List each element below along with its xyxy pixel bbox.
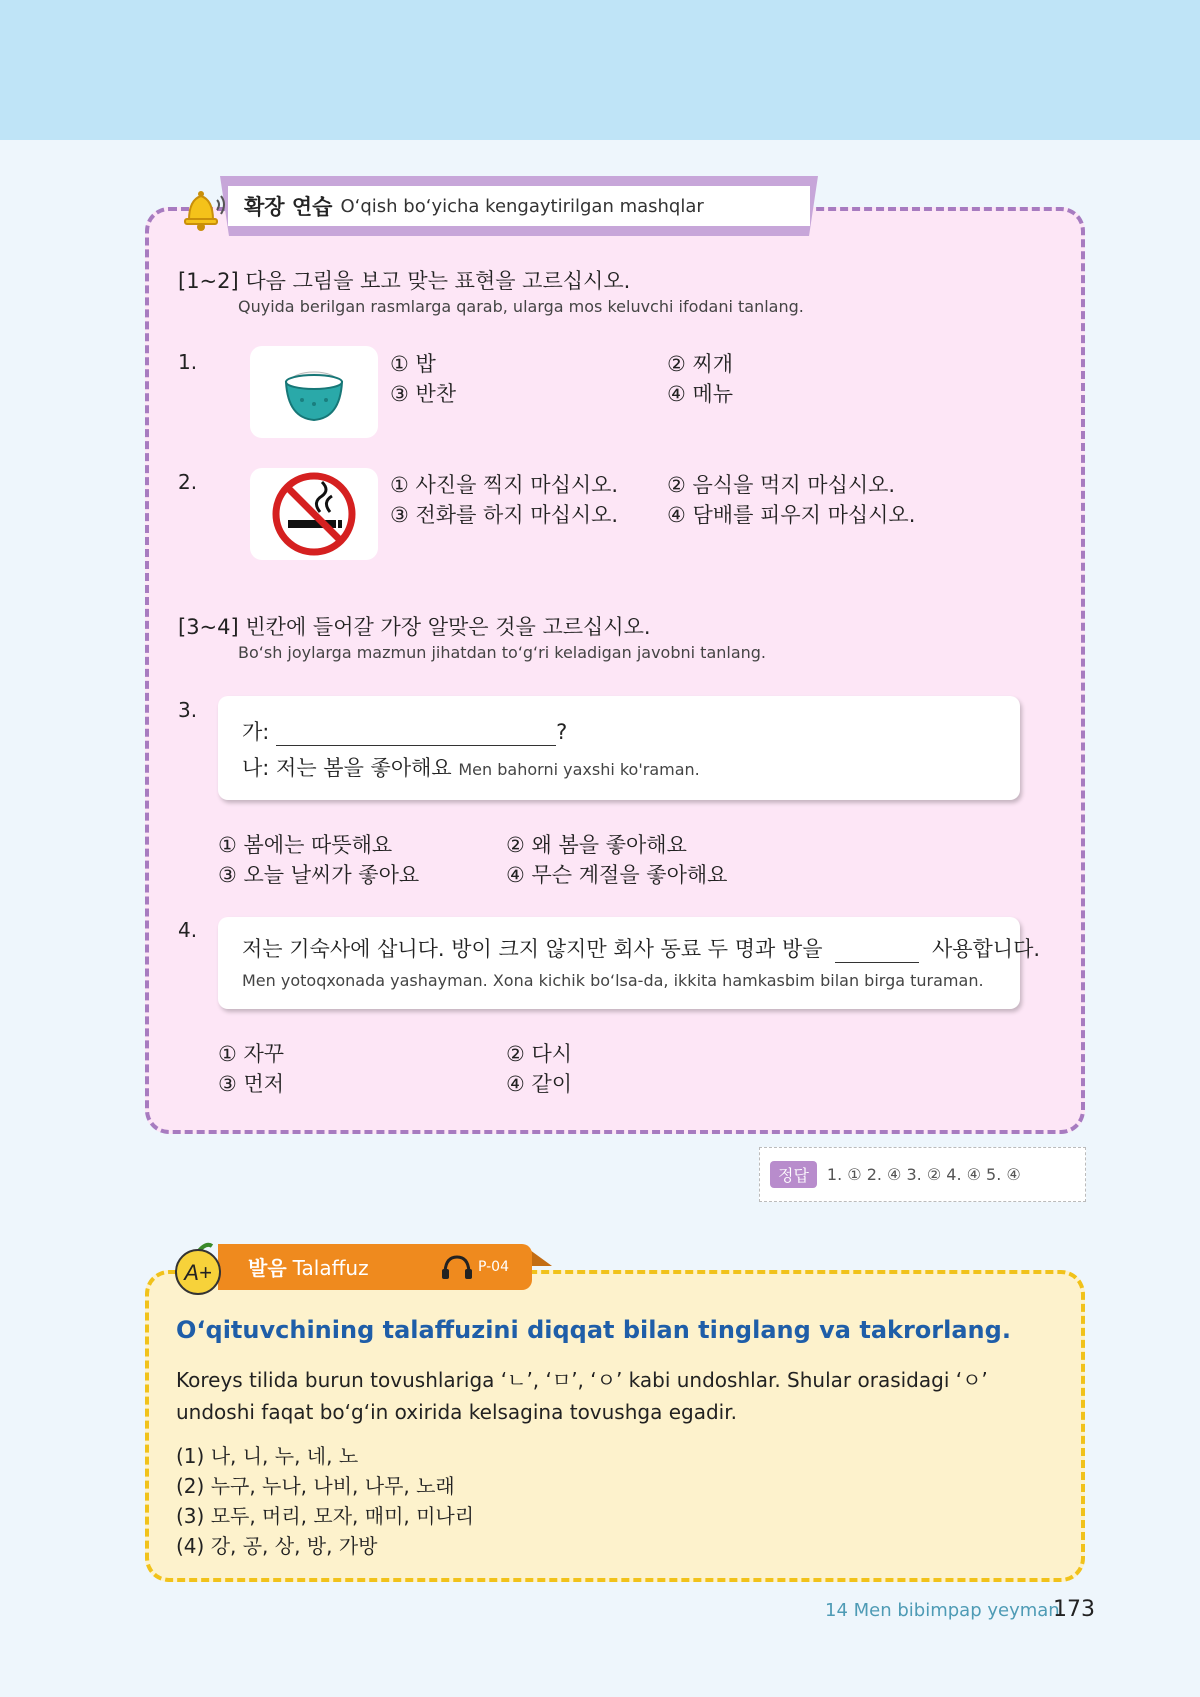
section1-subtitle: Quyida berilgan rasmlarga qarab, ularga mos keluvchi ifodani tanlang. <box>238 297 804 316</box>
q3-option-1[interactable]: ① 봄에는 따뜻해요 <box>218 833 393 857</box>
q1-option-2[interactable]: ② 찌개 <box>667 352 734 376</box>
q4-option-3[interactable]: ③ 먼저 <box>218 1072 285 1096</box>
pronunciation-item-1: (1) 나, 니, 누, 네, 노 <box>176 1444 359 1468</box>
q3-line-1 <box>242 716 567 746</box>
answer-key <box>759 1147 1086 1202</box>
q4-text-before: 저는 기숙사에 삽니다. 방이 크지 않지만 회사 동료 두 명과 방을 <box>242 937 823 961</box>
q3-number: 3. <box>178 698 198 722</box>
q3-speaker-ga: 가: <box>242 720 270 744</box>
section1-title: [1~2] 다음 그림을 보고 맞는 표현을 고르십시오. <box>178 269 631 293</box>
q4-option-4[interactable]: ④ 같이 <box>506 1072 573 1096</box>
exercise-header-ko: 확장 연습 <box>244 195 333 219</box>
pronunciation-heading: O‘qituvchining talaffuzini diqqat bilan tinglang va takrorlang. <box>176 1316 1011 1344</box>
q3-dialogue-box <box>218 696 1020 800</box>
q1-option-1[interactable]: ① 밥 <box>390 352 436 376</box>
no-smoking-icon <box>250 468 378 560</box>
svg-text:A+: A+ <box>184 1260 212 1285</box>
pronunciation-item-3: (3) 모두, 머리, 모자, 매미, 미나리 <box>176 1504 475 1528</box>
answer-key-text: 1. ① 2. ④ 3. ② 4. ④ 5. ④ <box>826 1165 1021 1184</box>
q3-question-mark: ? <box>556 720 568 744</box>
audio-track-code[interactable]: P-04 <box>478 1259 510 1275</box>
q1-option-3[interactable]: ③ 반찬 <box>390 382 457 406</box>
pronunciation-tab-flap <box>530 1250 552 1266</box>
footer-chapter-title: 14 Men bibimpap yeyman <box>825 1600 1060 1621</box>
q2-image-card <box>250 468 378 560</box>
pronunciation-item-2: (2) 누구, 누나, 나비, 나무, 노래 <box>176 1474 455 1498</box>
q4-option-2[interactable]: ② 다시 <box>506 1042 573 1066</box>
q4-number: 4. <box>178 918 198 942</box>
section2-title: [3~4] 빈칸에 들어갈 가장 알맞은 것을 고르십시오. <box>178 615 651 639</box>
q4-translation: Men yotoqxonada yashayman. Xona kichik bo‘lsa-da, ikkita hamkasbim bilan birga turaman. <box>242 971 984 990</box>
q3-line-2 <box>242 752 700 782</box>
bell-icon <box>175 182 227 234</box>
q2-option-4[interactable]: ④ 담배를 피우지 마십시오. <box>667 503 916 527</box>
q2-option-2[interactable]: ② 음식을 먹지 마십시오. <box>667 473 896 497</box>
headphones-icon[interactable] <box>440 1254 474 1280</box>
q1-number: 1. <box>178 350 198 374</box>
rice-bowl-icon <box>250 346 378 438</box>
pronunciation-label-uz: Talaffuz <box>292 1256 369 1280</box>
q4-option-1[interactable]: ① 자꾸 <box>218 1042 285 1066</box>
pronunciation-title <box>248 1252 369 1281</box>
exercise-header <box>228 186 810 226</box>
q4-text-after: 사용합니다. <box>931 937 1041 961</box>
top-band <box>0 0 1200 140</box>
q4-passage <box>242 933 1040 963</box>
page-number: 173 <box>1053 1597 1095 1622</box>
q3-option-2[interactable]: ② 왜 봄을 좋아해요 <box>506 833 687 857</box>
q4-passage-box <box>218 917 1041 1009</box>
q1-image-card <box>250 346 378 438</box>
section2-subtitle: Bo‘sh joylarga mazmun jihatdan to‘g‘ri keladigan javobni tanlang. <box>238 643 767 662</box>
exercise-header-uz: O‘qish bo‘yicha kengaytirilgan mashqlar <box>340 195 704 217</box>
q3-option-4[interactable]: ④ 무슨 계절을 좋아해요 <box>506 863 728 887</box>
pronunciation-description: Koreys tilida burun tovushlariga ‘ㄴ’, ‘ㅁ’, ‘ㅇ’ kabi undoshlar. Shular orasidagi ‘ㅇ’ undoshi faqat bo‘g‘in oxirida kelsagina tovushga egadir. <box>176 1368 988 1424</box>
answer-key-label: 정답 <box>770 1161 817 1188</box>
apple-grade-icon <box>170 1240 226 1296</box>
q1-option-4[interactable]: ④ 메뉴 <box>667 382 734 406</box>
pronunciation-label-ko: 발음 <box>248 1256 287 1280</box>
q4-blank <box>835 941 919 963</box>
q3-blank <box>276 724 556 746</box>
q2-option-1[interactable]: ① 사진을 찍지 마십시오. <box>390 473 619 497</box>
pronunciation-item-4: (4) 강, 공, 상, 방, 가방 <box>176 1534 378 1558</box>
q3-line-2-ko: 나: 저는 봄을 좋아해요 <box>242 756 452 780</box>
q2-number: 2. <box>178 470 198 494</box>
q2-option-3[interactable]: ③ 전화를 하지 마십시오. <box>390 503 619 527</box>
q3-line-2-uz: Men bahorni yaxshi ko'raman. <box>458 760 700 779</box>
q3-option-3[interactable]: ③ 오늘 날씨가 좋아요 <box>218 863 420 887</box>
